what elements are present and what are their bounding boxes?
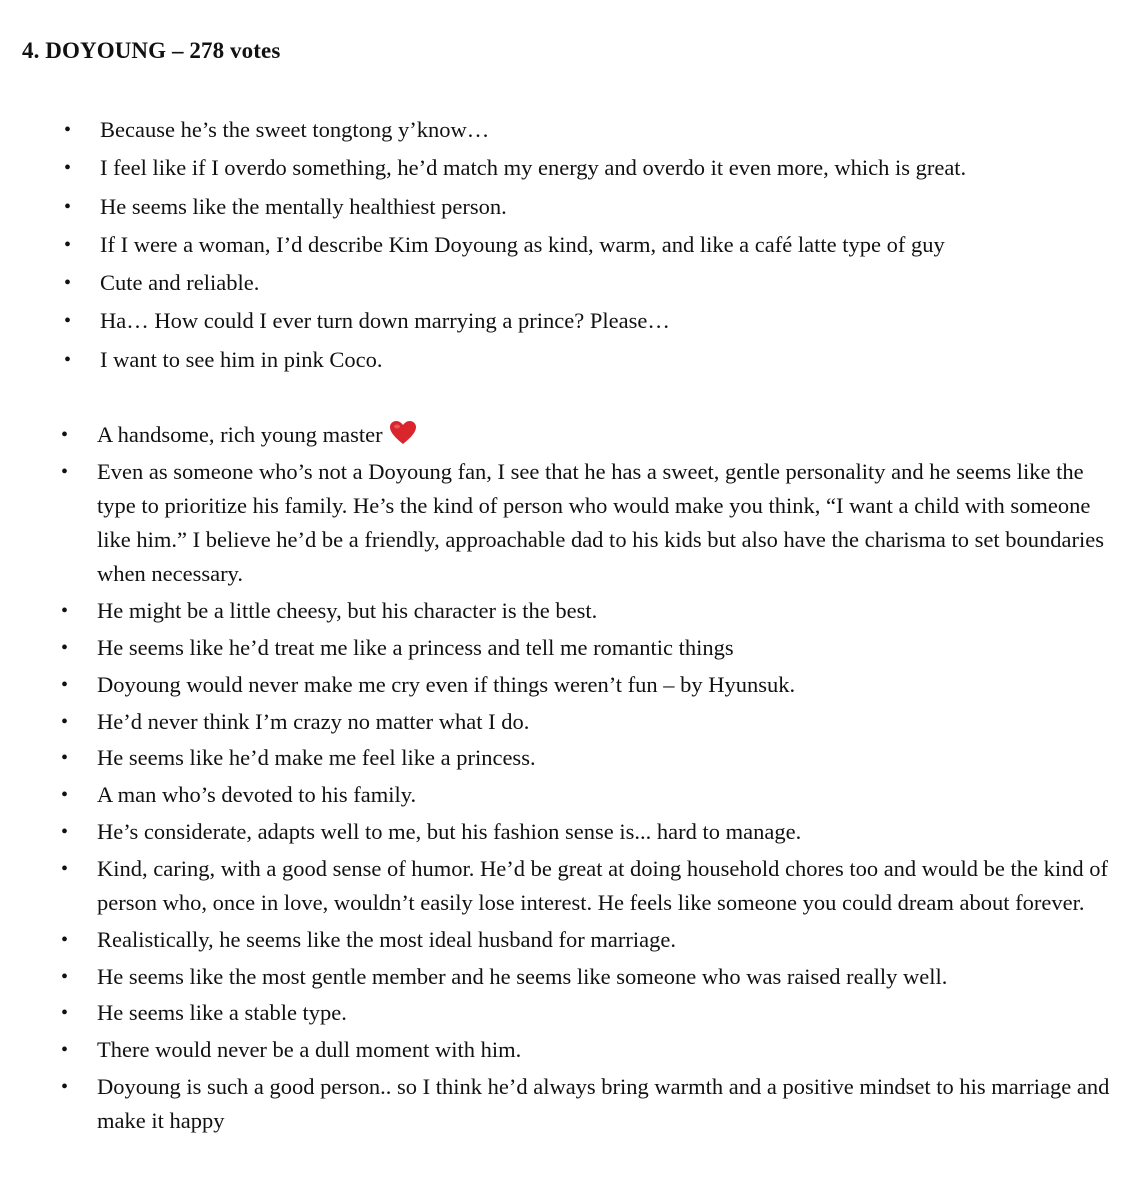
list-item-text: He seems like he’d treat me like a princess and tell me romantic things [97, 635, 734, 660]
list-item-text: Kind, caring, with a good sense of humor. He’d be great at doing household chores too and would be the kind of person who, once in love, wouldn’t easily lose interest. He feels like someone you could dream about forever. [97, 855, 1109, 915]
list-item-text: Realistically, he seems like the most ideal husband for marriage. [97, 926, 676, 952]
bullet-icon: • [64, 195, 72, 218]
list-item-text: There would never be a dull moment with him. [97, 1037, 522, 1063]
list-item-text: I want to see him in pink Coco. [100, 346, 383, 372]
bullet-icon: • [61, 1075, 69, 1098]
list-item-text: If I were a woman, I’d describe Kim Doyoung as kind, warm, and like a café latte type of guy [100, 231, 945, 257]
bullet-icon: • [61, 600, 69, 623]
list-item-text: Even as someone who’s not a Doyoung fan, I see that he has a sweet, gentle personality and he seems like the type to prioritize his family. He’s the kind of person who would make you think, “I want a child with someone like him.” I believe he’d be a friendly, approachable dad to his kids but also have the charisma to set boundaries when necessary. [97, 458, 1104, 587]
bullet-icon: • [61, 784, 69, 807]
list-item-text: Because he’s the sweet tongtong y’know… [100, 117, 490, 142]
bullet-icon: • [61, 424, 69, 446]
list-item [64, 111, 1140, 149]
list-item [64, 188, 1140, 226]
bullet-icon: • [61, 637, 69, 659]
bullet-icon: • [64, 272, 72, 295]
list-item-text: He’d never think I’m crazy no matter what I do. [97, 708, 530, 734]
list-item [61, 705, 1117, 739]
list-item-text: A handsome, rich young master [97, 422, 383, 447]
list-item [64, 341, 1140, 379]
list-item [61, 815, 1117, 849]
list-item-text: I feel like if I overdo something, he’d match my energy and overdo it even more, which is great. [100, 155, 967, 181]
bullet-icon: • [64, 348, 72, 371]
section-heading: 4. DOYOUNG – 278 votes [22, 38, 281, 63]
bullet-icon: • [61, 928, 69, 951]
list-item [64, 226, 1140, 264]
bullet-icon: • [64, 233, 72, 256]
list-item-text: Doyoung would never make me cry even if things weren’t fun – by Hyunsuk. [97, 671, 796, 697]
list-item [61, 996, 1117, 1030]
list-item-text: Ha… How could I ever turn down marrying a prince? Please… [100, 308, 670, 334]
list-item-text: A man who’s devoted to his family. [97, 782, 417, 808]
comment-list-group-1 [64, 111, 1140, 379]
list-item [61, 455, 1117, 592]
list-item-text: He seems like a stable type. [97, 1000, 347, 1026]
bullet-icon: • [64, 157, 72, 180]
list-item-text: He’s considerate, adapts well to me, but his fashion sense is... hard to manage. [97, 818, 802, 844]
list-item [61, 418, 1117, 452]
list-item [61, 960, 1117, 994]
list-item-text: Doyoung is such a good person.. so I think he’d always bring warmth and a positive mindset to his marriage and make it happy [97, 1073, 1110, 1134]
bullet-icon: • [61, 1039, 69, 1062]
list-item [61, 631, 1117, 665]
bullet-icon: • [61, 460, 69, 483]
list-item [61, 1033, 1117, 1067]
list-item [61, 741, 1117, 775]
bullet-icon: • [61, 710, 69, 733]
bullet-icon: • [61, 1002, 69, 1025]
bullet-icon: • [61, 747, 69, 770]
bullet-icon: • [61, 965, 69, 988]
list-item-text: He seems like the most gentle member and he seems like someone who was raised really well. [97, 963, 948, 989]
comment-list-group-2 [61, 418, 1117, 1141]
list-item [61, 923, 1117, 957]
list-item [61, 594, 1117, 628]
list-item [61, 1070, 1117, 1138]
list-item [61, 778, 1117, 812]
list-item-text: He seems like the mentally healthiest person. [100, 193, 507, 219]
bullet-icon: • [61, 857, 69, 880]
bullet-icon: • [61, 673, 69, 696]
list-item-text: He seems like he’d make me feel like a princess. [97, 745, 536, 771]
list-item [64, 149, 1140, 187]
list-item [64, 302, 1140, 340]
bullet-icon: • [64, 310, 72, 333]
list-item [64, 264, 1140, 302]
list-item [61, 852, 1117, 920]
bullet-icon: • [64, 119, 72, 141]
bullet-icon: • [61, 820, 69, 843]
heart-icon [389, 420, 417, 446]
list-item-text: Cute and reliable. [100, 270, 260, 296]
list-item-text: He might be a little cheesy, but his character is the best. [97, 598, 598, 624]
list-item [61, 668, 1117, 702]
